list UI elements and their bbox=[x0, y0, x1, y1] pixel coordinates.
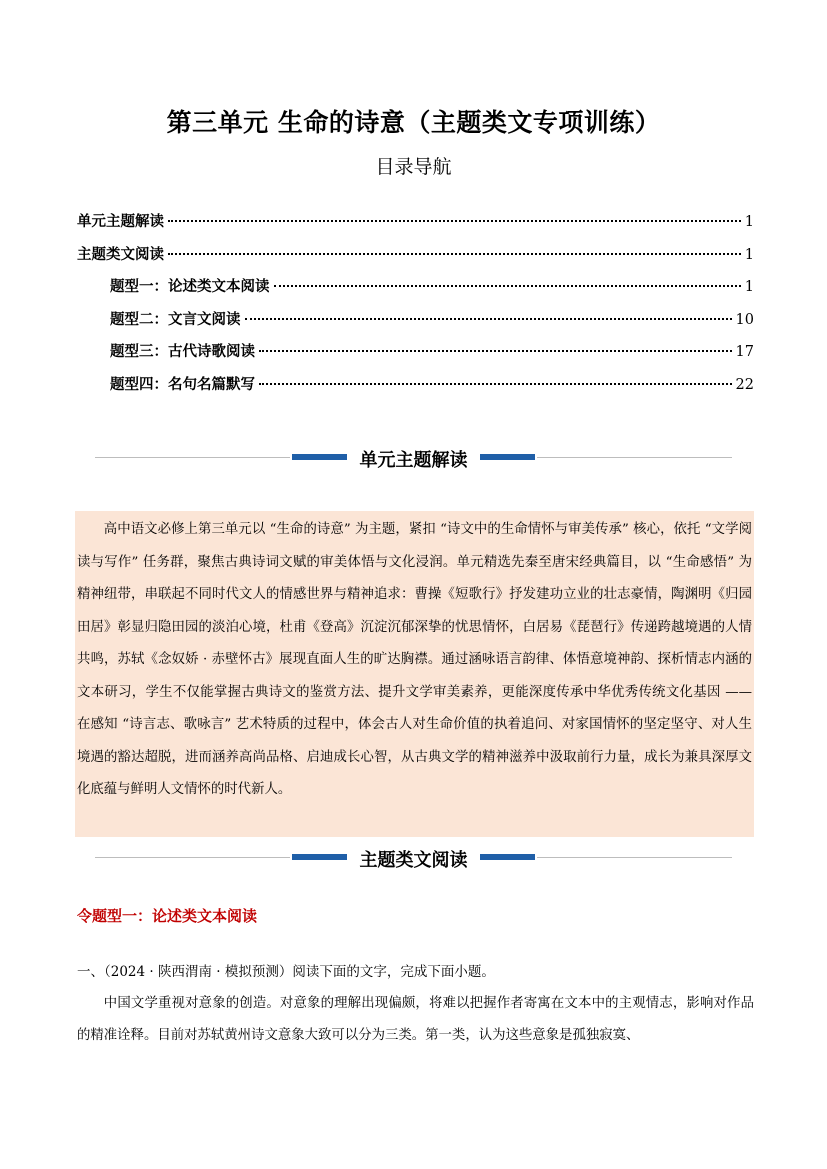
toc-leader-dots bbox=[245, 318, 732, 320]
section-heading-theme bbox=[95, 446, 732, 470]
toc-entry-page: 22 bbox=[735, 376, 754, 393]
toc-leader-dots bbox=[168, 253, 741, 255]
toc-entry[interactable] bbox=[77, 373, 754, 406]
section-heading-label: 单元主题解读 bbox=[359, 450, 468, 471]
toc-entry-page: 1 bbox=[744, 246, 754, 263]
toc-entry[interactable] bbox=[77, 210, 754, 243]
toc-entry-label: 单元主题解读 bbox=[77, 214, 164, 230]
toc-entry-page: 17 bbox=[735, 344, 754, 360]
toc-entry-page: 10 bbox=[735, 311, 754, 328]
heading-bar-decoration bbox=[480, 454, 535, 460]
toc-leader-dots bbox=[168, 220, 741, 222]
toc-entry[interactable] bbox=[77, 243, 754, 276]
question-type-heading: 令题型一：论述类文本阅读 bbox=[77, 907, 258, 925]
table-of-contents bbox=[77, 210, 754, 405]
document-subtitle: 目录导航 bbox=[375, 156, 452, 178]
section-heading-label: 主题类文阅读 bbox=[359, 850, 468, 871]
question-passage: 中国文学重视对意象的创造。对意象的理解出现偏颇，将难以把握作者寄寓在文本中的主观情志，影响对作品的精准诠释。目前对苏轼黄州诗文意象大致可以分为三类。第一类，认为这些意象是孤独寂寞、 bbox=[77, 996, 754, 1043]
toc-leader-dots bbox=[259, 383, 732, 385]
toc-entry-page: 1 bbox=[744, 214, 754, 230]
toc-leader-dots bbox=[274, 285, 741, 287]
toc-entry[interactable] bbox=[77, 308, 754, 341]
toc-entry-label: 题型一：论述类文本阅读 bbox=[110, 279, 270, 295]
toc-entry-label: 题型二：文言文阅读 bbox=[110, 311, 241, 328]
toc-entry[interactable] bbox=[77, 275, 754, 308]
toc-entry-page: 1 bbox=[744, 279, 754, 295]
question-intro: 一、（2024 · 陕西渭南 · 模拟预测）阅读下面的文字，完成下面小题。 bbox=[77, 964, 495, 980]
toc-entry-label: 题型三：古代诗歌阅读 bbox=[110, 344, 255, 360]
theme-description-box: 高中语文必修上第三单元以 “生命的诗意” 为主题，紧扣 “诗文中的生命情怀与审美传承” 核心，依托 “文学阅读与写作” 任务群，聚焦古典诗词文赋的审美体悟与文化浸润。单元精选先秦至唐宋经典篇目，以 “生命感悟” 为精神纽带，串联起不同时代文人的情感世界与精神追求：曹操《短歌行》抒发建功立业的壮志豪情，陶渊明《归园田居》彰显归隐田园的淡泊心境，杜甫《登高》沉淀沉郁深挚的忧思情怀，白居易《琵琶行》传递跨越境遇的人情共鸣，苏轼《念奴娇 · 赤壁怀古》展现直面人生的旷达胸襟。通过涵咏语言韵律、体悟意境神韵、探析情志内涵的文本研习，学生不仅能掌握古典诗文的鉴赏方法、提升文学审美素养，更能深度传承中华优秀传统文化基因 —— 在感知 “诗言志、歌咏言” 艺术特质的过程中，体会古人对生命价值的执着追问、对家国情怀的坚定坚守、对人生境遇的豁达超脱，进而涵养高尚品格、启迪成长心智，从古典文学的精神滋养中汲取前行力量，成长为兼具深厚文化底蕴与鲜明人文情怀的时代新人。 bbox=[75, 511, 754, 837]
toc-entry-label: 题型四：名句名篇默写 bbox=[110, 376, 255, 393]
document-title: 第三单元 生命的诗意（主题类文专项训练） bbox=[166, 108, 661, 137]
divider-line bbox=[537, 857, 732, 858]
toc-entry[interactable] bbox=[77, 340, 754, 373]
section-heading-reading bbox=[95, 846, 732, 870]
heading-bar-decoration bbox=[480, 854, 535, 860]
toc-entry-label: 主题类文阅读 bbox=[77, 246, 164, 263]
toc-leader-dots bbox=[259, 350, 732, 352]
divider-line bbox=[537, 457, 732, 458]
